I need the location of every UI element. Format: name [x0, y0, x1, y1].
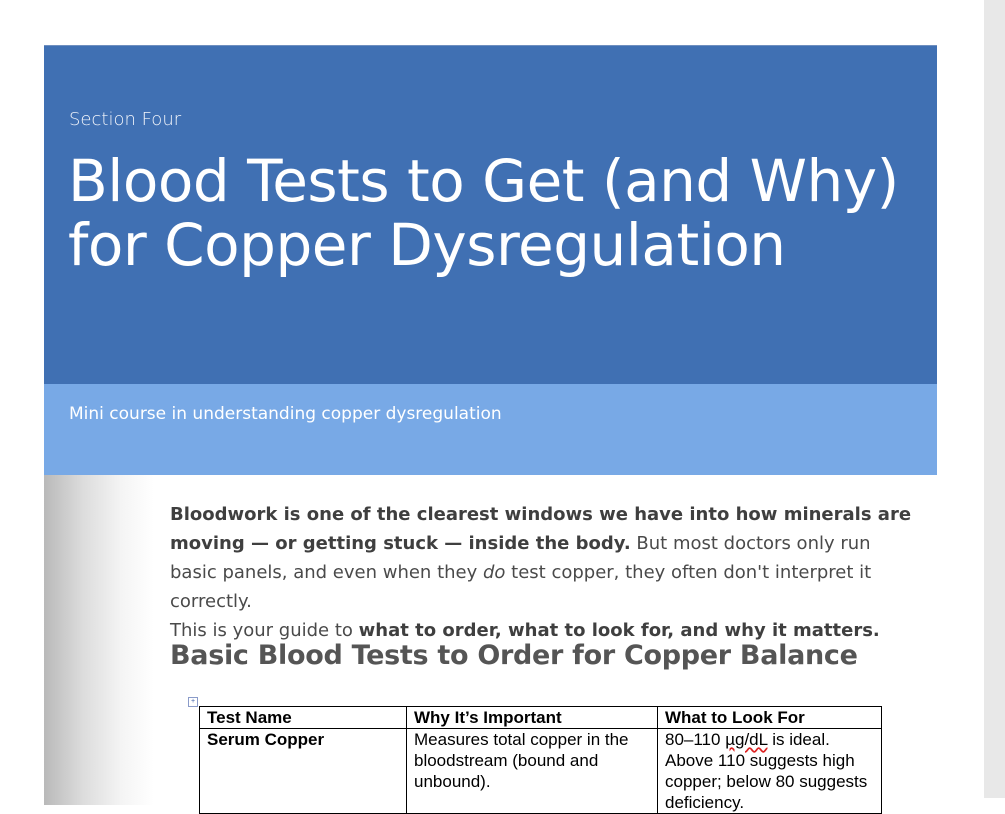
- table-cell-test-name: Serum Copper: [200, 729, 407, 814]
- subtitle: Mini course in understanding copper dysregulation: [69, 404, 502, 424]
- look-for-text: is ideal. Above 110 suggests high copper; below 80 suggests deficiency.: [665, 730, 868, 812]
- window-scroll-gutter[interactable]: [984, 0, 1005, 798]
- subtitle-banner: [44, 384, 937, 475]
- intro-bold-lead: Bloodwork is one of the clearest windows we have into how minerals are moving — or getting stuck — inside the body.: [170, 504, 912, 554]
- page-left-shadow: [44, 475, 154, 805]
- table-cell-why: Measures total copper in the bloodstream (bound and unbound).: [407, 729, 658, 814]
- table-row: [200, 729, 882, 814]
- table-move-handle-icon[interactable]: +: [188, 697, 198, 707]
- intro-italic: do: [482, 562, 506, 583]
- intro-guide-bold: what to order, what to look for, and why it matters.: [358, 620, 880, 641]
- intro-text-b: test copper, they often don't interpret it correctly.: [170, 562, 872, 612]
- table-header-cell: Test Name: [200, 707, 407, 729]
- section-heading: Basic Blood Tests to Order for Copper Balance: [170, 640, 858, 671]
- table-header-cell: Why It’s Important: [407, 707, 658, 729]
- intro-guide-text: This is your guide to: [170, 620, 359, 641]
- intro-text: [170, 500, 920, 645]
- section-eyebrow: Section Four: [69, 109, 182, 130]
- look-for-range: 80–110: [665, 730, 726, 749]
- page-title: Blood Tests to Get (and Why) for Copper Dysregulation: [68, 147, 899, 279]
- intro-paragraph-1: [170, 500, 920, 616]
- look-for-unit: µg/dL: [725, 730, 768, 749]
- table-cell-look-for: [658, 729, 882, 814]
- intro-text-a: But most doctors only run basic panels, and even when they: [170, 533, 871, 583]
- table-header-cell: What to Look For: [658, 707, 882, 729]
- table-header-row: [200, 707, 882, 729]
- title-banner: [44, 45, 937, 385]
